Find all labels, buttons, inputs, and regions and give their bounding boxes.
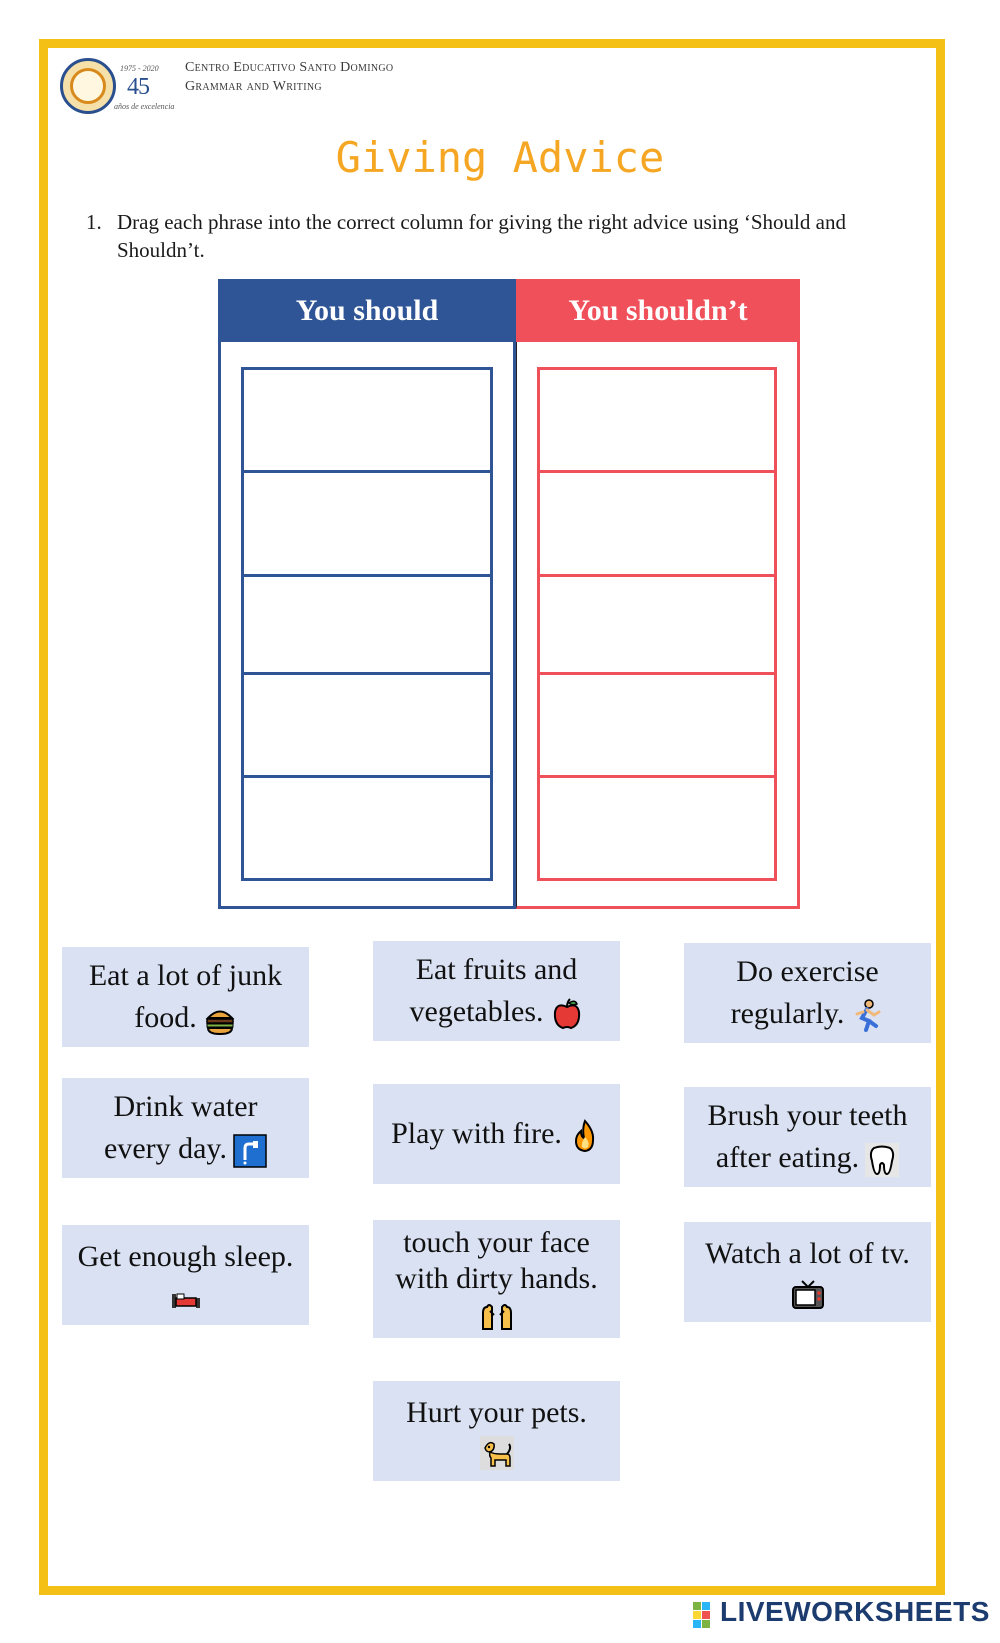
instruction-number: 1. xyxy=(86,210,102,234)
hamburger-icon xyxy=(203,1003,237,1037)
brand-name[interactable]: LIVEWORKSHEETS xyxy=(720,1596,990,1627)
phrase-card-play-fire[interactable] xyxy=(373,1084,620,1184)
phrase-card-exercise[interactable] xyxy=(684,943,931,1043)
drop-slot-should-2[interactable] xyxy=(241,470,493,577)
water-tap-icon xyxy=(233,1134,267,1168)
phrase-card-drink-water[interactable] xyxy=(62,1078,309,1178)
phrase-card-fruits-vegetables[interactable] xyxy=(373,941,620,1041)
card-text-line1: Eat fruits and xyxy=(415,953,578,986)
card-text-line2: vegetables. xyxy=(409,995,544,1028)
drop-slot-shouldnt-3[interactable] xyxy=(537,574,777,675)
card-text-line2: regularly. xyxy=(730,997,845,1030)
school-line-2: Grammar and Writing xyxy=(185,79,322,94)
card-text-line1: Watch a lot of tv. xyxy=(705,1237,910,1270)
instruction-text: Drag each phrase into the correct column for giving the right advice using ‘Should and Shouldn’t. xyxy=(117,210,846,262)
logo-anniversary: 45 xyxy=(127,74,149,100)
apple-icon xyxy=(550,997,584,1031)
drop-slot-should-5[interactable] xyxy=(241,775,493,881)
card-text-line1: Hurt your pets. xyxy=(406,1396,587,1429)
column-should xyxy=(218,342,516,909)
card-text-line1: Get enough sleep. xyxy=(77,1240,294,1273)
page-title: Giving Advice xyxy=(335,133,665,182)
drop-slot-shouldnt-4[interactable] xyxy=(537,672,777,778)
drop-slot-should-4[interactable] xyxy=(241,672,493,778)
fire-icon xyxy=(568,1119,602,1153)
card-text-line1: Brush your teeth xyxy=(707,1099,908,1132)
bed-icon xyxy=(169,1280,203,1314)
card-text-line1: Play with fire. xyxy=(391,1117,562,1150)
card-text-line2: food. xyxy=(134,1001,197,1034)
drop-slot-shouldnt-2[interactable] xyxy=(537,470,777,577)
card-text-line2: every day. xyxy=(104,1132,227,1165)
instruction xyxy=(86,208,916,264)
phrase-card-dirty-hands[interactable] xyxy=(373,1220,620,1338)
card-text-line2: with dirty hands. xyxy=(395,1262,598,1295)
drop-slot-shouldnt-5[interactable] xyxy=(537,775,777,881)
drop-slot-should-3[interactable] xyxy=(241,574,493,675)
card-text-line2: after eating. xyxy=(715,1141,860,1174)
phrase-card-junk-food[interactable] xyxy=(62,947,309,1047)
phrase-card-hurt-pets[interactable] xyxy=(373,1381,620,1481)
phrase-card-brush-teeth[interactable] xyxy=(684,1087,931,1187)
television-icon xyxy=(791,1277,825,1311)
logo-anniversary-sub: años de excelencia xyxy=(114,102,175,111)
logo-years: 1975 - 2020 xyxy=(120,64,159,73)
dog-icon xyxy=(480,1436,514,1470)
card-text-line1: Drink water xyxy=(113,1090,258,1123)
drop-slot-should-1[interactable] xyxy=(241,367,493,473)
column-header-should: You should xyxy=(218,279,516,342)
card-text-line1: touch your face xyxy=(403,1226,590,1259)
school-logo xyxy=(60,58,116,114)
card-text-line1: Do exercise xyxy=(736,955,879,988)
tooth-icon xyxy=(865,1143,899,1177)
drop-slot-shouldnt-1[interactable] xyxy=(537,367,777,473)
column-header-shouldnt: You shouldn’t xyxy=(516,279,800,342)
phrase-card-watch-tv[interactable] xyxy=(684,1222,931,1322)
school-name xyxy=(185,58,393,96)
phrase-card-enough-sleep[interactable] xyxy=(62,1225,309,1325)
school-line-1: Centro Educativo Santo Domingo xyxy=(185,60,394,75)
column-shouldnt xyxy=(516,342,800,909)
liveworksheets-logo-icon xyxy=(693,1602,719,1628)
raised-hands-icon xyxy=(480,1299,514,1333)
running-person-icon xyxy=(850,999,884,1033)
card-text-line1: Eat a lot of junk xyxy=(88,959,283,992)
